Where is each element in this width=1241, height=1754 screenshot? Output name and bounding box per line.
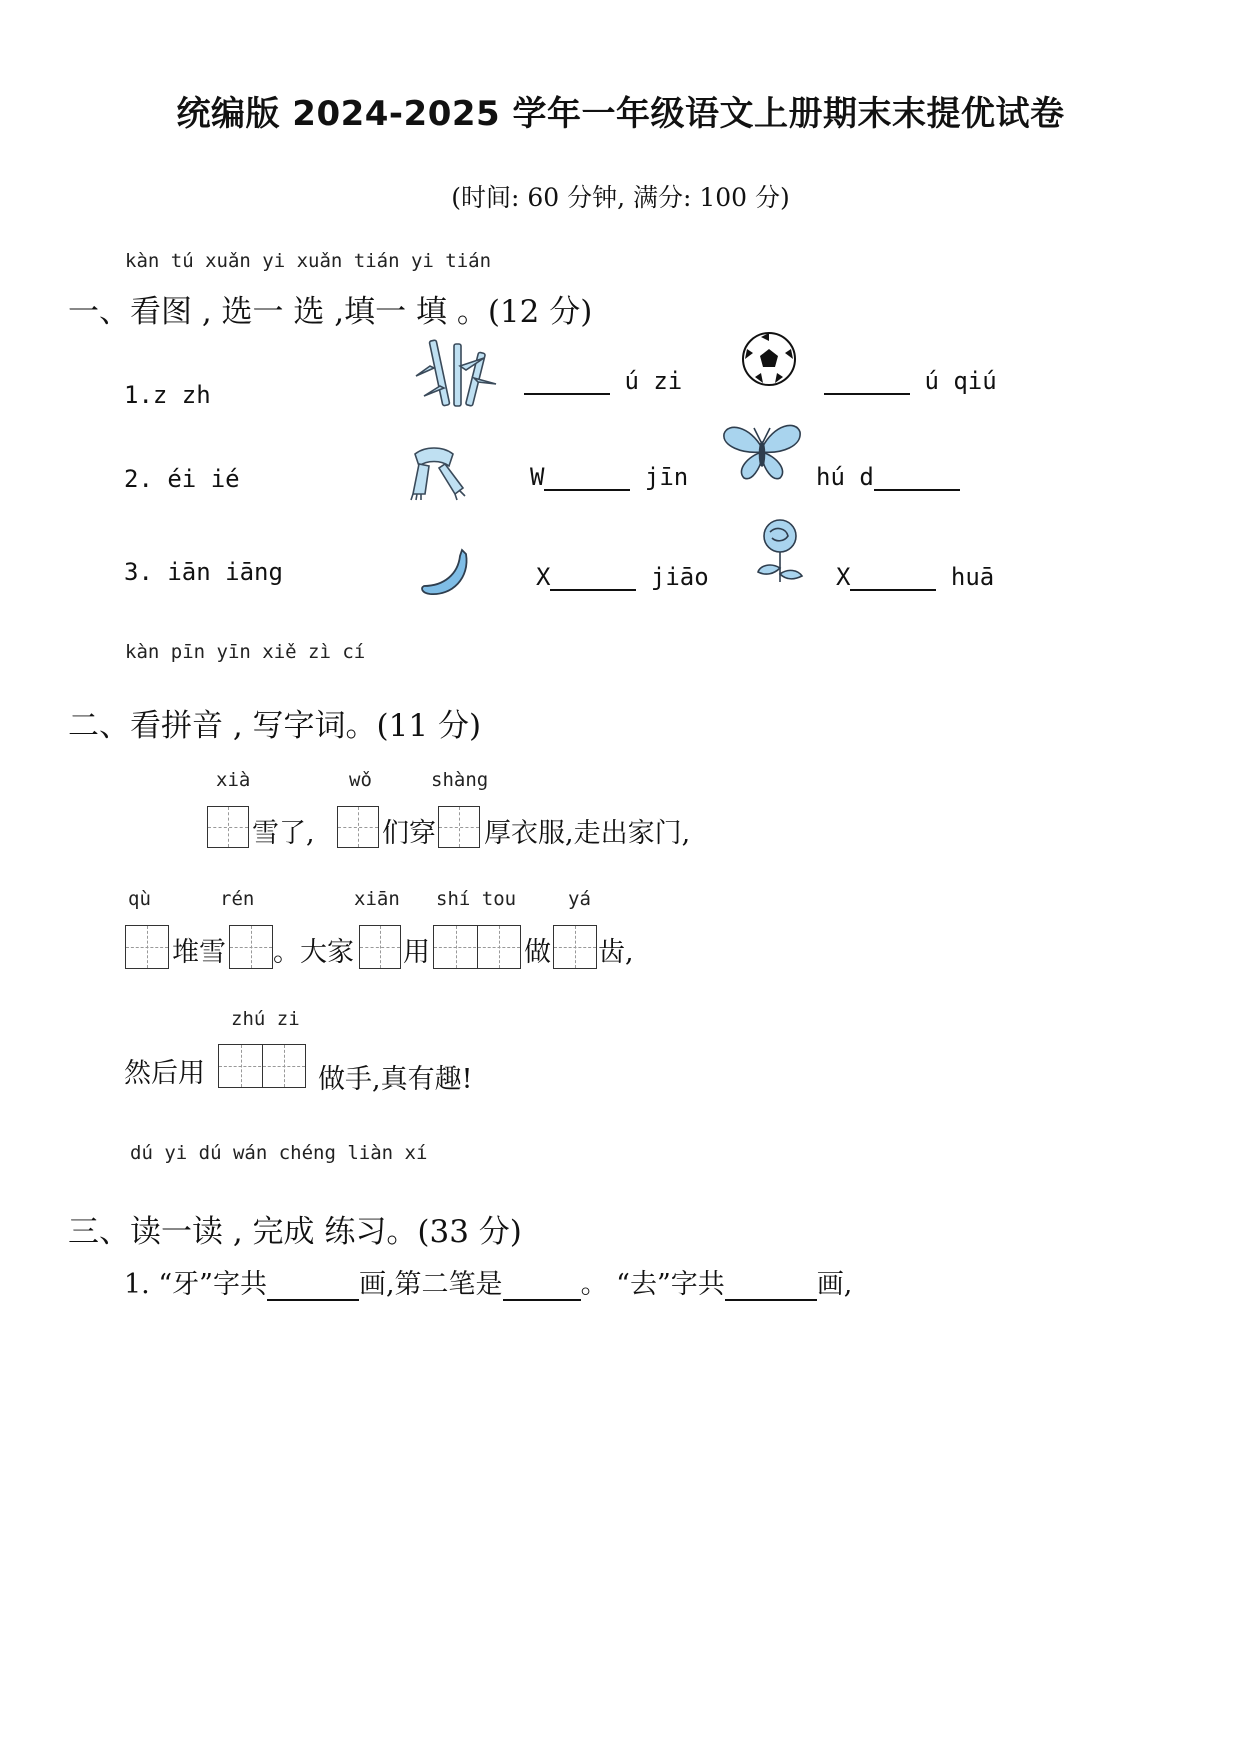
row1-answer-a — [524, 367, 682, 395]
writing-box-xia[interactable] — [207, 806, 249, 848]
line1-text3: 厚衣服,走出家门, — [484, 818, 691, 849]
question-1-blank2[interactable] — [503, 1273, 581, 1301]
row3-a-prefix: X — [536, 563, 551, 591]
bamboo-icon — [414, 338, 498, 408]
pinyin-wo: wǒ — [349, 769, 372, 791]
question-1-part2: 画,第二笔是 — [358, 1269, 503, 1300]
writing-box-shang[interactable] — [438, 806, 480, 848]
row3-a-suffix: jiāo — [650, 563, 709, 591]
writing-box-zhuzi[interactable] — [218, 1044, 306, 1088]
pinyin-zhuzi: zhú zi — [231, 1008, 300, 1030]
row2-a-prefix: W — [530, 463, 545, 491]
question-1-blank3[interactable] — [725, 1273, 817, 1301]
row3-b-prefix: X — [836, 563, 851, 591]
row1-b-suffix: ú qiú — [924, 367, 997, 395]
pinyin-xia: xià — [216, 769, 251, 791]
section1-pinyin: kàn tú xuǎn yi xuǎn tián yi tián — [125, 250, 492, 272]
writing-box-shitou[interactable] — [433, 925, 521, 969]
question-1-part4: 画, — [816, 1269, 853, 1300]
pinyin-shitou: shí tou — [436, 888, 517, 910]
row3-answer-a — [536, 563, 709, 591]
pinyin-ya: yá — [568, 888, 591, 910]
writing-box-qu[interactable] — [125, 925, 169, 969]
line3-text1: 做手,真有趣! — [318, 1064, 473, 1095]
soccer-ball-icon — [741, 331, 797, 387]
pinyin-qu: qù — [128, 888, 151, 910]
row1-a-suffix: ú zi — [624, 367, 683, 395]
row2-b-blank[interactable] — [874, 463, 960, 491]
row2-label: 2. éi ié — [124, 465, 240, 493]
row3-a-blank[interactable] — [550, 563, 636, 591]
row1-label: 1.z zh — [124, 381, 211, 409]
writing-box-wo[interactable] — [337, 806, 379, 848]
row2-answer-b — [816, 463, 960, 491]
line1-text2: 们穿 — [382, 818, 436, 849]
pinyin-shang: shàng — [431, 769, 489, 791]
writing-box-ren[interactable] — [229, 925, 273, 969]
row1-b-blank[interactable] — [824, 367, 910, 395]
question-1-number: 1. — [124, 1269, 150, 1300]
line2-text4: 做 — [524, 937, 551, 968]
exam-info: (时间: 60 分钟, 满分: 100 分) — [451, 183, 790, 212]
row3-b-suffix: huā — [950, 563, 995, 591]
line1-text1: 雪了, — [252, 818, 315, 849]
row3-b-blank[interactable] — [850, 563, 936, 591]
row2-a-suffix: jīn — [644, 463, 689, 491]
row3-label: 3. iān iāng — [124, 558, 283, 586]
row2-b-prefix: hú d — [816, 463, 874, 491]
question-1-part1: “牙”字共 — [158, 1269, 267, 1300]
section1-heading: 一、看图 , 选一 选 ,填一 填 。(12 分) — [68, 294, 593, 330]
section3-heading: 三、读一读 , 完成 练习。(33 分) — [68, 1214, 522, 1250]
flower-icon — [752, 518, 808, 584]
butterfly-icon — [722, 418, 802, 484]
line3-text0: 然后用 — [124, 1058, 205, 1089]
section2-pinyin: kàn pīn yīn xiě zì cí — [125, 641, 366, 663]
writing-box-xian[interactable] — [359, 925, 401, 969]
page-title: 统编版 2024-2025 学年一年级语文上册期末末提优试卷 — [176, 94, 1065, 134]
row1-answer-b — [824, 367, 997, 395]
line2-text3: 用 — [403, 937, 430, 968]
section3-pinyin: dú yi dú wán chéng liàn xí — [130, 1142, 428, 1164]
row2-answer-a — [530, 463, 688, 491]
question-1 — [124, 1262, 852, 1301]
pinyin-ren: rén — [220, 888, 255, 910]
line2-text2: 。大家 — [273, 937, 354, 968]
section2-heading: 二、看拼音 , 写字词。(11 分) — [68, 708, 482, 744]
writing-box-ya[interactable] — [553, 925, 597, 969]
question-1-part3: 。 “去”字共 — [580, 1269, 725, 1300]
pinyin-xian: xiān — [354, 888, 400, 910]
banana-icon — [418, 548, 470, 598]
row1-a-blank[interactable] — [524, 367, 610, 395]
line2-text5: 齿, — [598, 937, 634, 968]
scarf-icon — [405, 444, 469, 502]
row2-a-blank[interactable] — [544, 463, 630, 491]
question-1-blank1[interactable] — [267, 1273, 359, 1301]
line2-text1: 堆雪 — [172, 937, 226, 968]
row3-answer-b — [836, 563, 994, 591]
